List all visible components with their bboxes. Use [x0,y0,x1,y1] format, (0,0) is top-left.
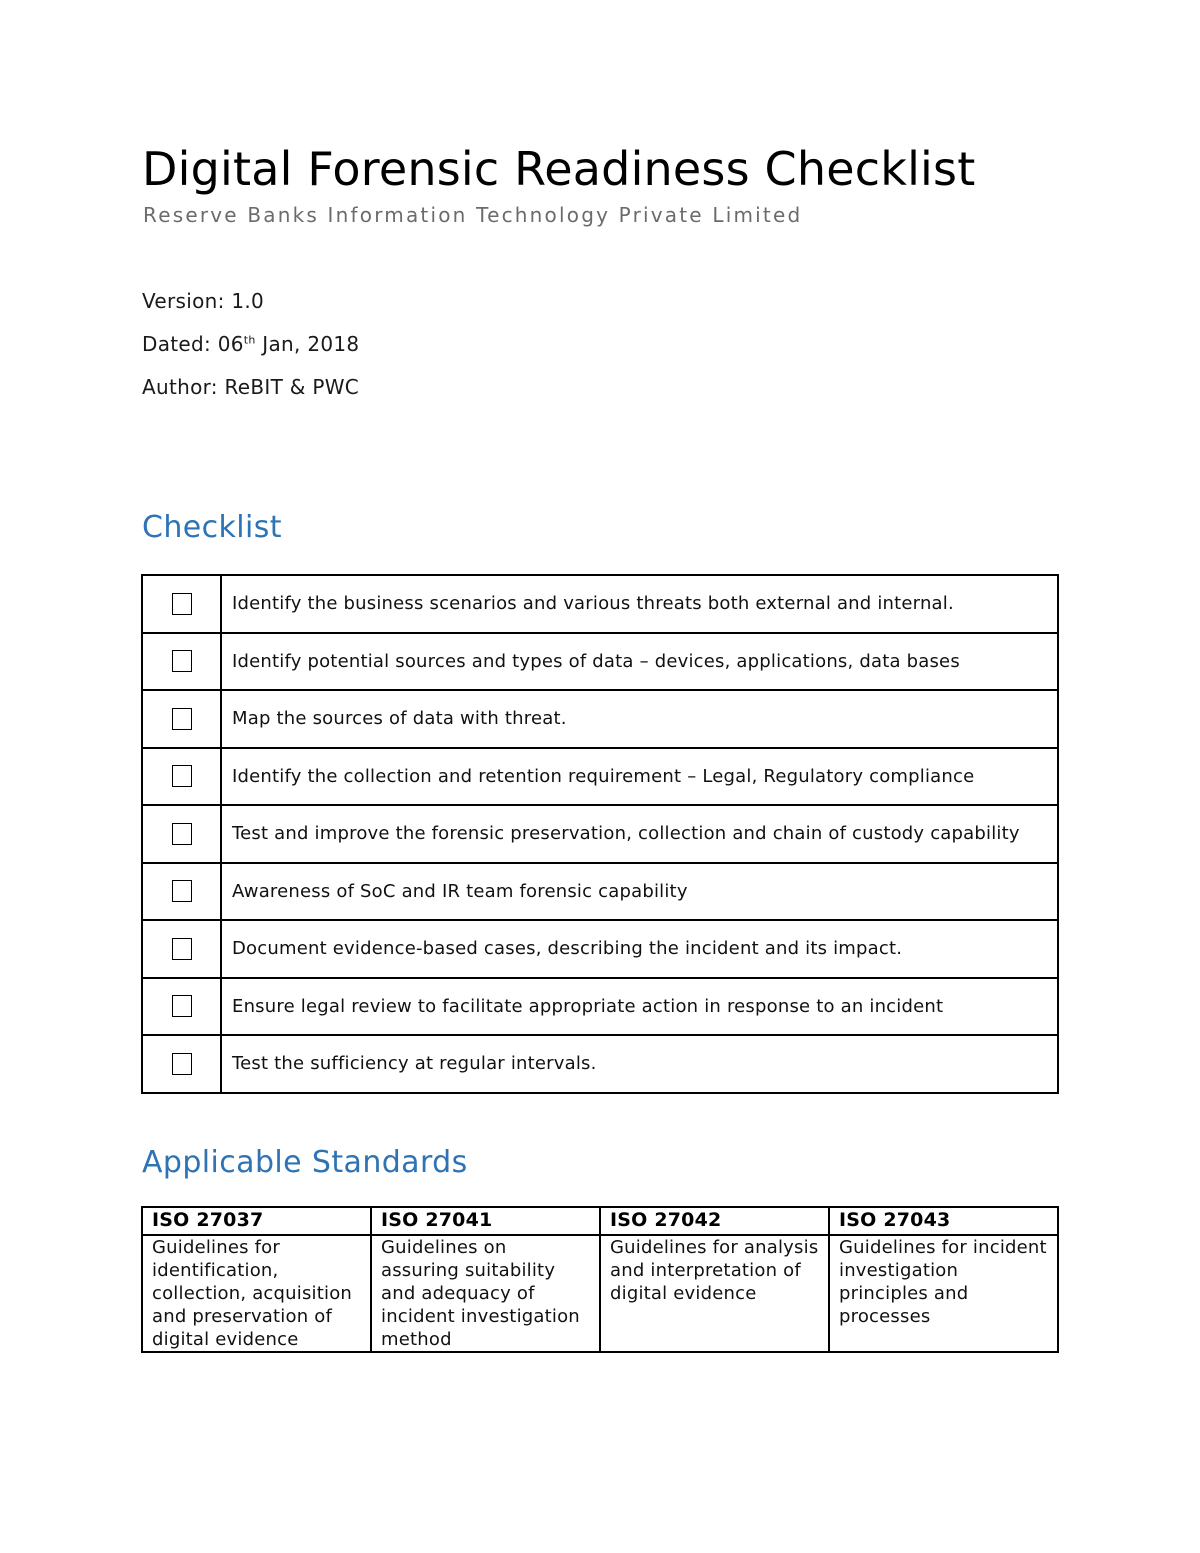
checkbox[interactable] [172,593,192,615]
checklist-item-text: Identify the collection and retention requirement – Legal, Regulatory compliance [221,748,1058,806]
standard-code: ISO 27042 [600,1207,829,1235]
checklist-row [142,1035,1058,1093]
dated-superscript: th [243,333,256,347]
standards-header-row [142,1207,1058,1235]
checkbox[interactable] [172,938,192,960]
standard-description: Guidelines for identification, collection, acquisition and preservation of digital evidence [142,1235,371,1352]
document-title: Digital Forensic Readiness Checklist [142,142,976,196]
standards-heading: Applicable Standards [142,1145,468,1180]
checklist-item-text: Test the sufficiency at regular intervals. [221,1035,1058,1093]
standard-code: ISO 27043 [829,1207,1058,1235]
checklist-item-text: Test and improve the forensic preservation, collection and chain of custody capability [221,805,1058,863]
checkbox[interactable] [172,765,192,787]
checklist-row [142,805,1058,863]
checkbox[interactable] [172,880,192,902]
document-subtitle: Reserve Banks Information Technology Private Limited [143,203,803,227]
standards-description-row [142,1235,1058,1352]
standards-table [141,1206,1059,1353]
author-line: Author: ReBIT & PWC [142,375,360,399]
standard-description: Guidelines for analysis and interpretation of digital evidence [600,1235,829,1352]
checkbox-cell [142,575,221,633]
checkbox[interactable] [172,823,192,845]
version-line: Version: 1.0 [142,289,265,313]
checklist-item-text: Ensure legal review to facilitate appropriate action in response to an incident [221,978,1058,1036]
checklist-item-text: Awareness of SoC and IR team forensic capability [221,863,1058,921]
checklist-row [142,633,1058,691]
checklist-item-text: Identify the business scenarios and various threats both external and internal. [221,575,1058,633]
checklist-heading: Checklist [142,510,282,545]
standard-description: Guidelines for incident investigation principles and processes [829,1235,1058,1352]
checkbox-cell [142,863,221,921]
standard-code: ISO 27041 [371,1207,600,1235]
checklist-row [142,748,1058,806]
checkbox-cell [142,748,221,806]
checklist-row [142,690,1058,748]
checklist-row [142,978,1058,1036]
checklist-item-text: Identify potential sources and types of data – devices, applications, data bases [221,633,1058,691]
checkbox[interactable] [172,650,192,672]
checkbox-cell [142,690,221,748]
checkbox[interactable] [172,1053,192,1075]
checkbox[interactable] [172,708,192,730]
checkbox-cell [142,1035,221,1093]
checklist-row [142,920,1058,978]
checkbox-cell [142,805,221,863]
checklist-row [142,863,1058,921]
standard-code: ISO 27037 [142,1207,371,1235]
dated-prefix: Dated: 06 [142,332,244,356]
dated-line [142,332,359,356]
checkbox-cell [142,633,221,691]
standard-description: Guidelines on assuring suitability and adequacy of incident investigation method [371,1235,600,1352]
checklist-table [141,574,1059,1094]
checkbox-cell [142,920,221,978]
checklist-item-text: Map the sources of data with threat. [221,690,1058,748]
dated-suffix: Jan, 2018 [255,332,360,356]
checklist-item-text: Document evidence-based cases, describing the incident and its impact. [221,920,1058,978]
checklist-row [142,575,1058,633]
checkbox-cell [142,978,221,1036]
checkbox[interactable] [172,995,192,1017]
